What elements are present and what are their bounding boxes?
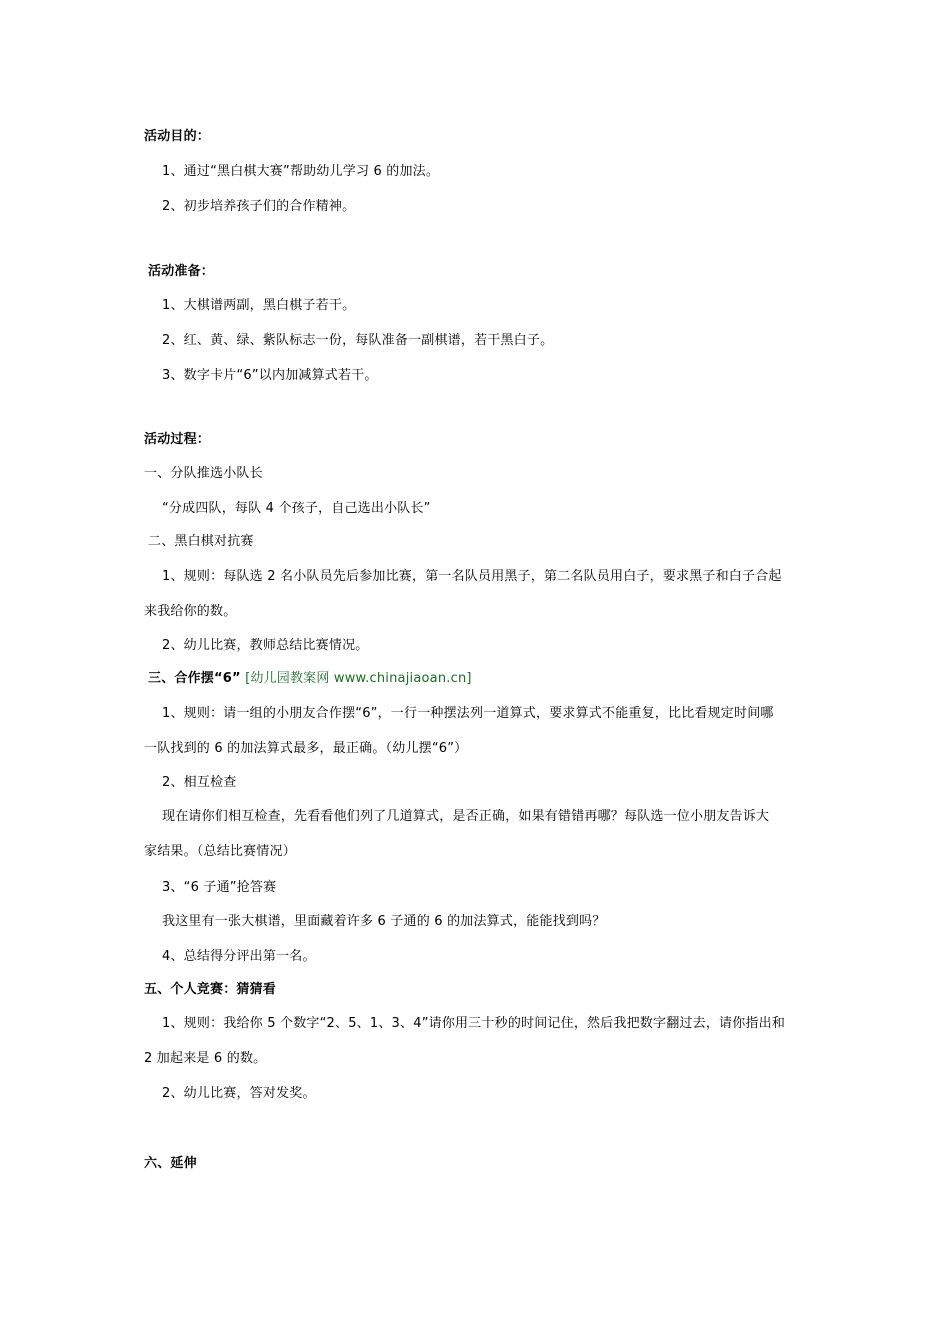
section-3-check-line-1: 现在请你们相互检查，先看看他们列了几道算式，是否正确，如果有错错再哪？每队选一位小朋友告诉大: [162, 809, 770, 824]
section-3-rule-line-2: 一队找到的 6 的加法算式最多，最正确。（幼儿摆“6”）: [144, 741, 468, 756]
section-2-rule-line-2: 来我给你的数。: [144, 604, 237, 619]
section-2-item-2: 2、幼儿比赛，教师总结比赛情况。: [162, 638, 369, 653]
section-3-title: 三、合作摆“6”: [148, 671, 241, 686]
section-3-rule-line-1: 1、规则：请一组的小朋友合作摆“6”，一行一种摆法列一道算式，要求算式不能重复，比比看规定时间哪: [162, 706, 774, 721]
section-3-item-3-line: 我这里有一张大棋谱，里面藏着许多 6 子通的 6 的加法算式，能能找到吗？: [162, 914, 606, 929]
section-3-check-line-2: 家结果。（总结比赛情况）: [144, 844, 296, 859]
prep-item-2: 2、红、黄、绿、紫队标志一份，每队准备一副棋谱，若干黑白子。: [162, 333, 554, 348]
source-link[interactable]: [幼儿园教案网 www.chinajiaoan.cn]: [245, 671, 472, 686]
section-3-item-2: 2、相互检查: [162, 775, 237, 790]
section-3-item-4: 4、总结得分评出第一名。: [162, 949, 316, 964]
section-5-rule-line-2: 2 加起来是 6 的数。: [144, 1051, 267, 1066]
section-3-title-line: [148, 670, 818, 688]
section-5-rule-line-1: 1、规则：我给你 5 个数字“2、5、1、3、4”请你用三十秒的时间记住，然后我把数字翻过去，请你指出和: [162, 1016, 786, 1031]
section-2-title: 二、黑白棋对抗赛: [148, 534, 254, 549]
section-3-item-3: 3、“6 子通”抢答赛: [162, 880, 277, 895]
goal-heading: 活动目的：: [144, 129, 211, 144]
section-1-line: “分成四队，每队 4 个孩子，自己选出小队长”: [162, 501, 431, 516]
prep-item-1: 1、大棋谱两副，黑白棋子若干。: [162, 298, 356, 313]
goal-item-1: 1、通过“黑白棋大赛”帮助幼儿学习 6 的加法。: [162, 164, 440, 179]
section-1-title: 一、分队推选小队长: [144, 466, 263, 481]
process-heading: 活动过程：: [144, 432, 211, 447]
prep-heading: 活动准备：: [148, 264, 215, 279]
prep-item-3: 3、数字卡片“6”以内加减算式若干。: [162, 368, 378, 383]
section-6-title: 六、延伸: [144, 1156, 197, 1171]
section-5-title: 五、个人竞赛：猜猜看: [144, 982, 277, 997]
section-5-item-2: 2、幼儿比赛，答对发奖。: [162, 1086, 316, 1101]
section-2-rule-line-1: 1、规则：每队选 2 名小队员先后参加比赛，第一名队员用黑子，第二名队员用白子，要求黑子和白子合起: [162, 569, 782, 584]
goal-item-2: 2、初步培养孩子们的合作精神。: [162, 199, 356, 214]
